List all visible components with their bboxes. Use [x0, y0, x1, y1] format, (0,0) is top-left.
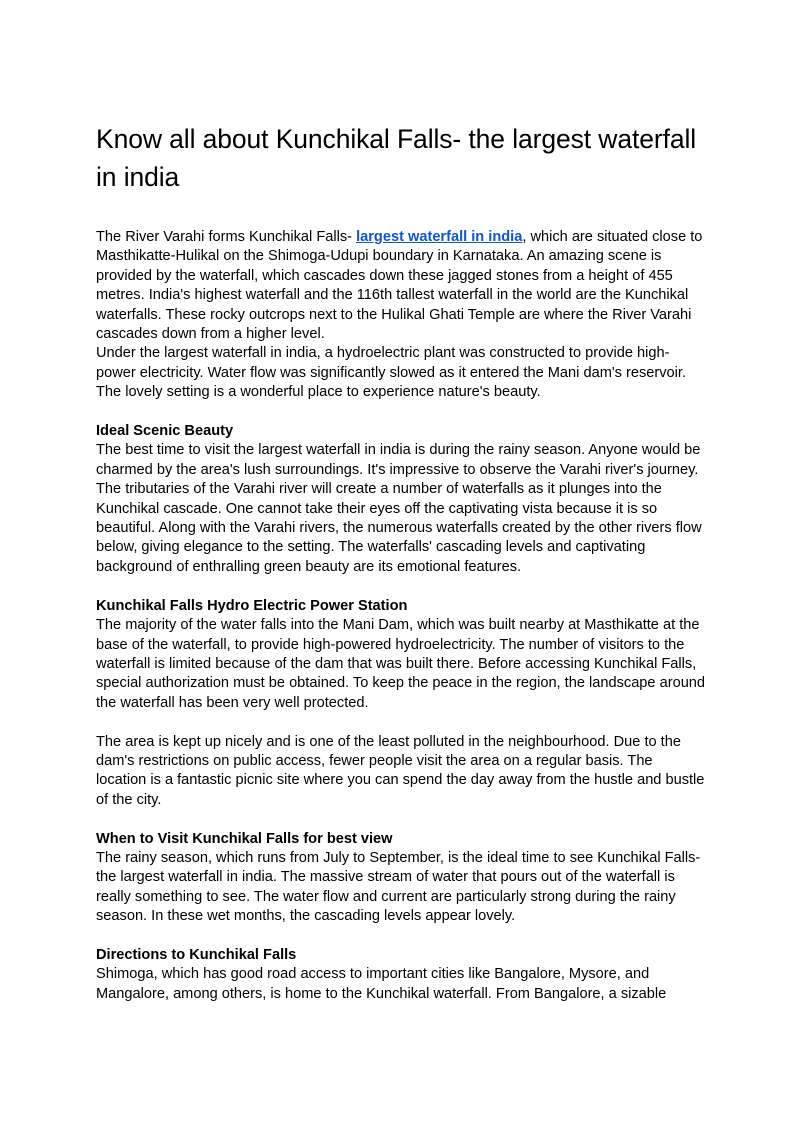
- spacer: [96, 810, 706, 829]
- document-page: [96, 120, 706, 1004]
- section-heading: When to Visit Kunchikal Falls for best view: [96, 830, 393, 847]
- spacer: [96, 713, 706, 732]
- section-body: Shimoga, which has good road access to important cities like Bangalore, Mysore, and Mangalore, among others, is home to the Kunchikal waterfall. From Bangalore, a sizable: [96, 966, 667, 1002]
- section-body: The majority of the water falls into the Mani Dam, which was built nearby at Masthikatte at the base of the waterfall, to provide high-powered hydroelectricity. The number of visitors to the waterfall is limited because of the dam that was built there. Before accessing Kunchikal Falls, special authorization must be obtained. To keep the peace in the region, the landscape around the waterfall has been very well protected.: [96, 617, 706, 711]
- spacer: [96, 927, 706, 946]
- intro-text-after-link: , which are situated close to Masthikatte-Hulikal on the Shimoga-Udupi boundary in Karnataka. An amazing scene is provided by the waterfall, which cascades down these jagged stones from a height of 455 metres. India's highest waterfall and the 116th tallest waterfall in the world are the Kunchikal waterfalls. These rocky outcrops next to the Hulikal Ghati Temple are where the River Varahi cascades down from a higher level.: [96, 229, 703, 343]
- section-when-to-visit: [96, 830, 706, 927]
- section-heading: Directions to Kunchikal Falls: [96, 946, 297, 963]
- section-body: The rainy season, which runs from July to September, is the ideal time to see Kunchikal Falls- the largest waterfall in india. The massive stream of water that pours out of the waterfall is really something to see. The water flow and current are particularly strong during the rainy season. In these wet months, the cascading levels appear lovely.: [96, 849, 701, 925]
- spacer: [96, 577, 706, 596]
- section-body: The best time to visit the largest waterfall in india is during the rainy season. Anyone would be charmed by the area's lush surroundings. It's impressive to observe the Varahi river's journey. The tributaries of the Varahi river will create a number of waterfalls as it plunges into the Kunchikal cascade. One cannot take their eyes off the captivating vista because it is so beautiful. Along with the Varahi rivers, the numerous waterfalls created by the other rivers flow below, giving elegance to the setting. The waterfalls' cascading levels and captivating background of enthralling green beauty are its emotional features.: [96, 442, 702, 575]
- largest-waterfall-link[interactable]: largest waterfall in india: [356, 229, 523, 245]
- spacer: [96, 403, 706, 422]
- intro-text-before-link: The River Varahi forms Kunchikal Falls-: [96, 229, 357, 245]
- intro-paragraph: [96, 228, 706, 344]
- section-heading: Kunchikal Falls Hydro Electric Power Station: [96, 597, 408, 614]
- page-title: Know all about Kunchikal Falls- the largest waterfall in india: [96, 124, 697, 192]
- section-heading: Ideal Scenic Beauty: [96, 423, 234, 440]
- section-power-station: [96, 597, 706, 713]
- intro-second-paragraph: Under the largest waterfall in india, a hydroelectric plant was constructed to provide high-power electricity. Water flow was significantly slowed as it entered the Mani dam's reservoir. The lovely setting is a wonderful place to experience nature's beauty.: [96, 345, 687, 401]
- section-power-station-extra: The area is kept up nicely and is one of the least polluted in the neighbourhood. Due to the dam's restrictions on public access, fewer people visit the area on a regular basis. The location is a fantastic picnic site where you can spend the day away from the hustle and bustle of the city.: [96, 733, 705, 808]
- section-directions: [96, 946, 706, 1004]
- section-scenic-beauty: [96, 422, 706, 577]
